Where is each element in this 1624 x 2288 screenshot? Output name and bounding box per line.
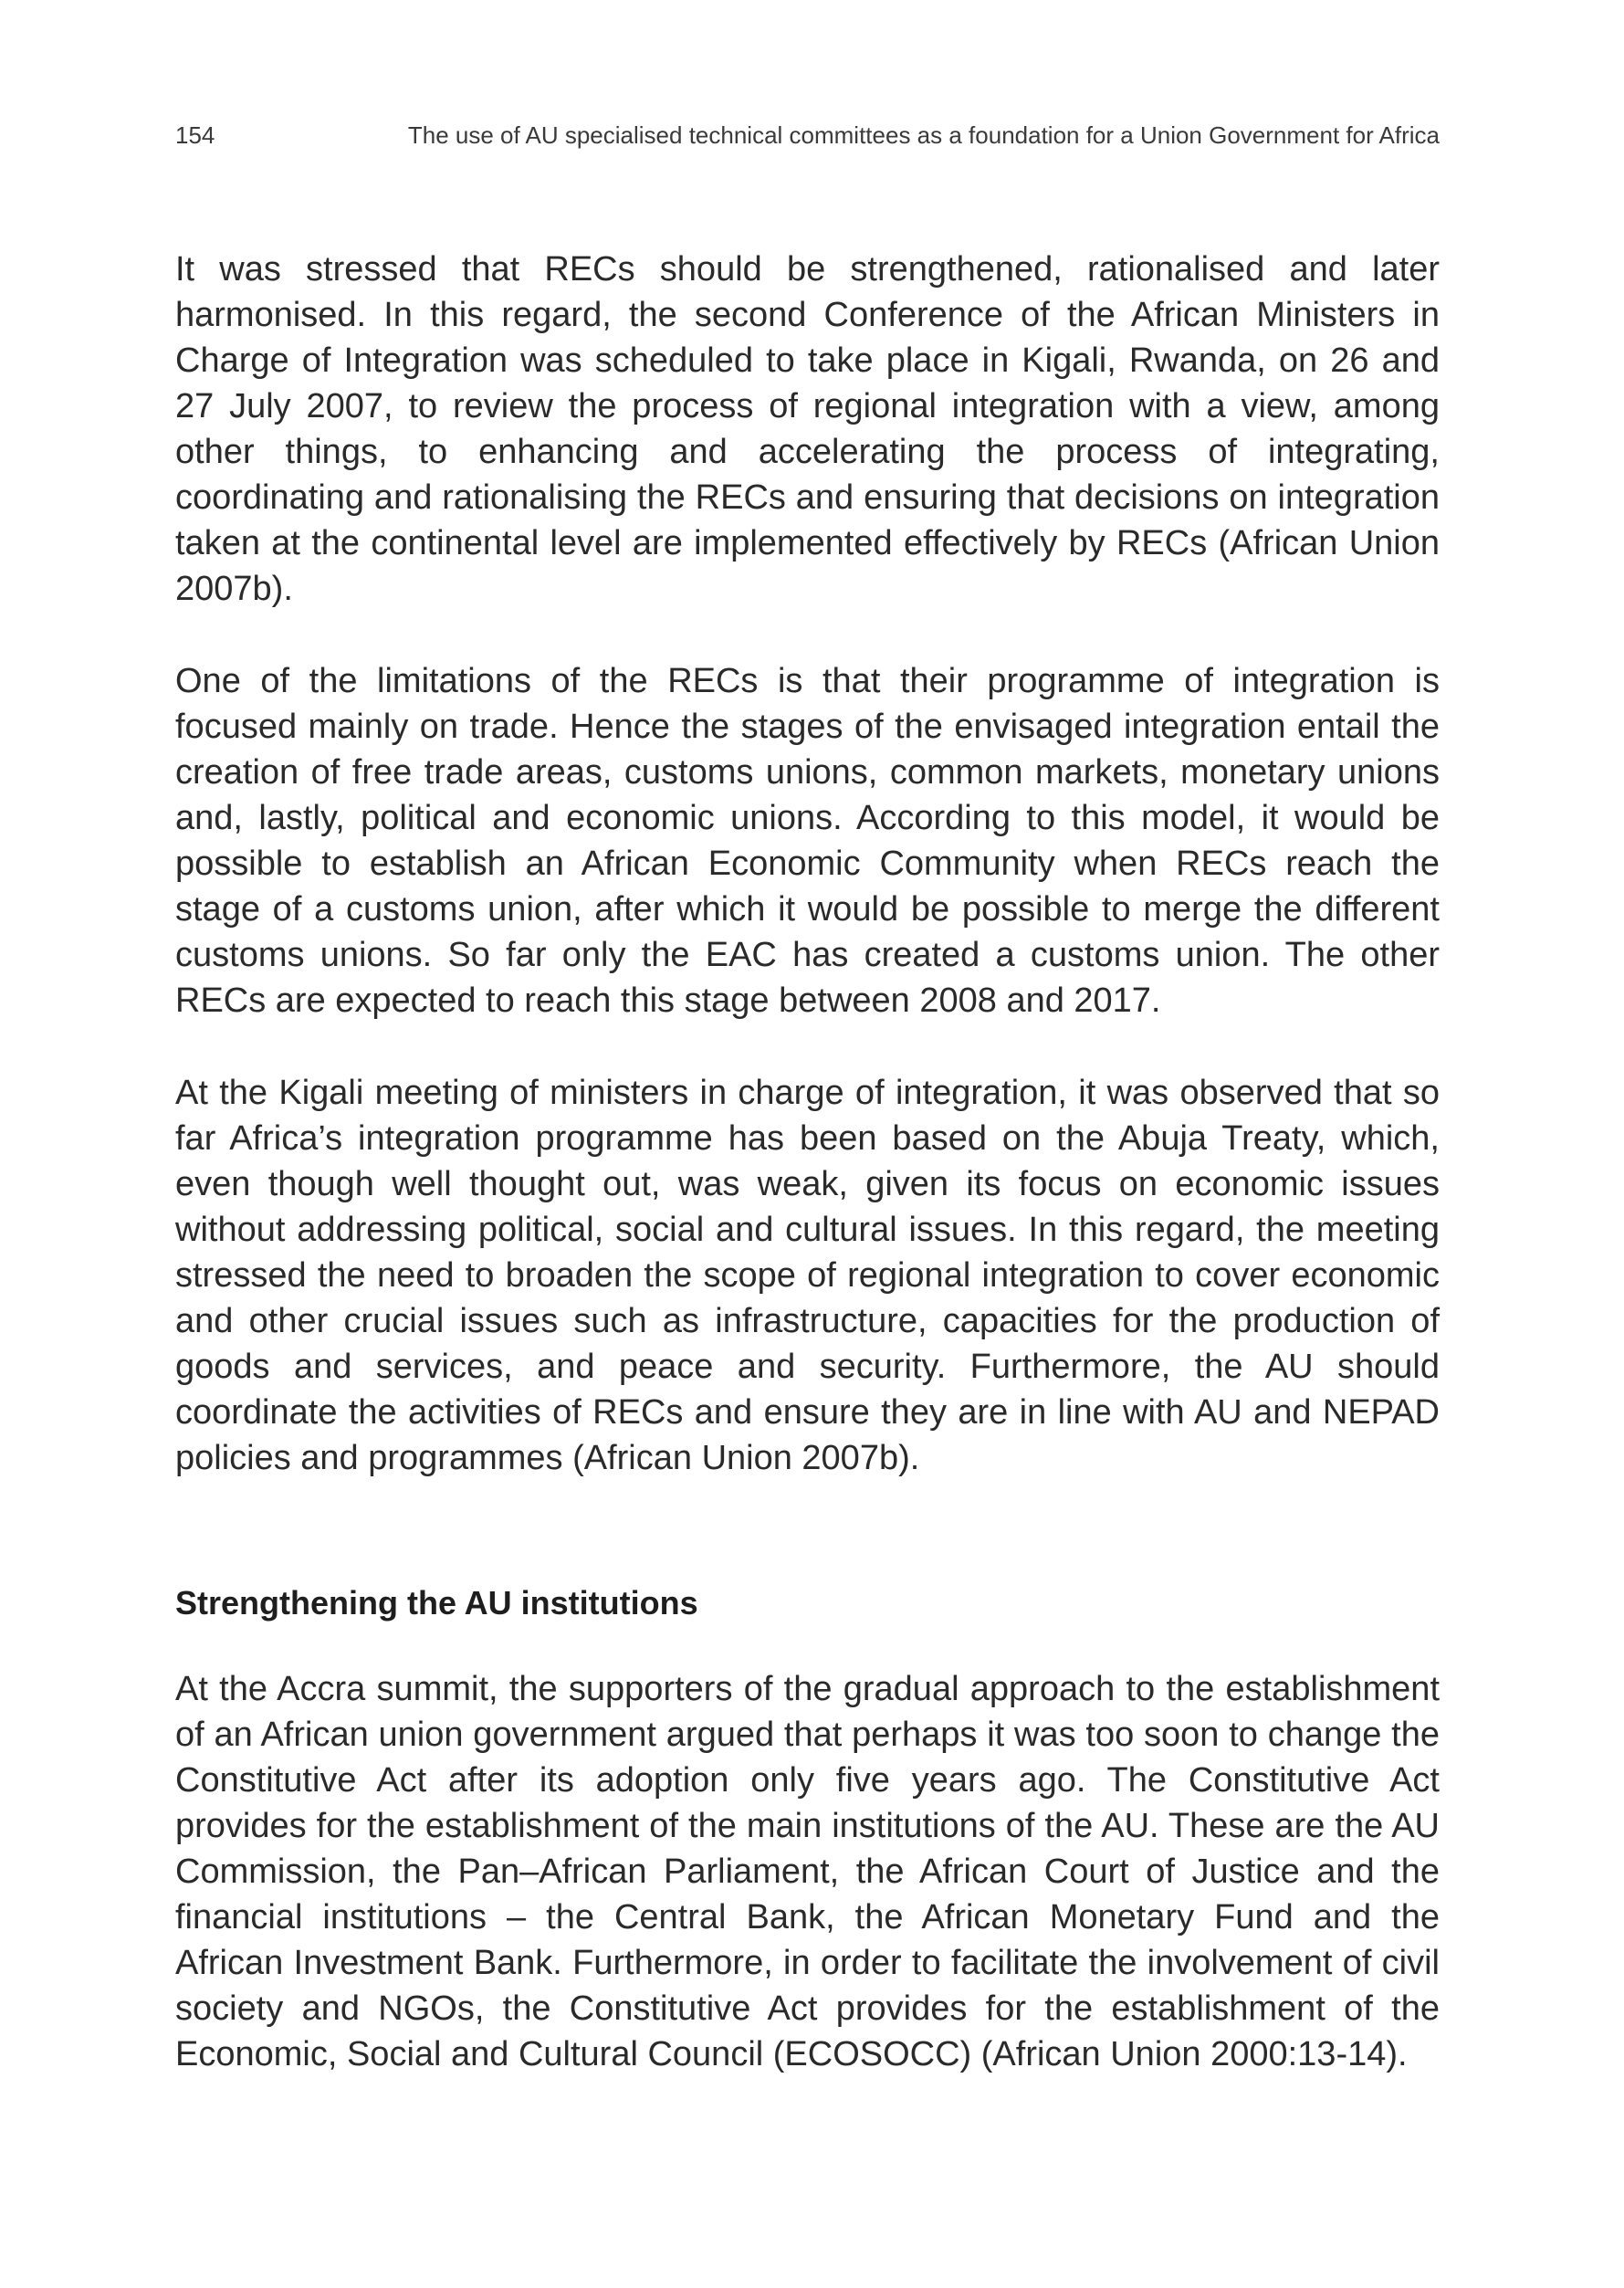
body-text [175, 247, 1440, 2077]
page-number: 154 [175, 121, 215, 149]
paragraph-3: At the Kigali meeting of ministers in charge of integration, it was observed that so far Africa’s integration programme has been based on the Abuja Treaty, which, even though well thought out, was weak, given its focus on economic issues without addressing political, social and cultural issues. In this regard, the meeting stressed the need to broaden the scope of regional integration to cover economic and other crucial issues such as infrastructure, capacities for the production of goods and services, and peace and security. Furthermore, the AU should coordinate the activities of RECs and ensure they are in line with AU and NEPAD policies and programmes (African Union 2007b). [175, 1074, 1440, 1477]
running-header [175, 121, 1440, 158]
paragraph-2: One of the limitations of the RECs is that their programme of integration is focused mainly on trade. Hence the stages of the envisaged integration entail the creation of free trade areas, customs unions, common markets, monetary unions and, lastly, political and economic unions. According to this model, it would be possible to establish an African Economic Community when RECs reach the stage of a customs union, after which it would be possible to merge the different customs unions. So far only the EAC has created a customs union. The other RECs are expected to reach this stage between 2008 and 2017. [175, 662, 1440, 1020]
paragraph-1: It was stressed that RECs should be strengthened, rationalised and later harmonised. In this regard, the second Conference of the African Ministers in Charge of Integration was scheduled to take place in Kigali, Rwanda, on 26 and 27 July 2007, to review the process of regional integration with a view, among other things, to enhancing and accelerating the process of integrating, coordinating and rationalising the RECs and ensuring that decisions on integration taken at the continental level are implemented effectively by RECs (African Union 2007b). [175, 250, 1440, 608]
section-paragraph: At the Accra summit, the supporters of the gradual approach to the establishment of an African union government argued that perhaps it was too soon to change the Constitutive Act after its adoption only five years ago. The Constitutive Act provides for the establishment of the main institutions of the AU. These are the AU Commission, the Pan–African Parliament, the African Court of Justice and the financial institutions – the Central Bank, the African Monetary Fund and the African Investment Bank. Furthermore, in order to facilitate the involvement of civil society and NGOs, the Constitutive Act provides for the establishment of the Economic, Social and Cultural Council (ECOSOCC) (African Union 2000:13-14). [175, 1670, 1440, 2073]
section-heading: Strengthening the AU institutions [175, 1584, 698, 1622]
running-title: The use of AU specialised technical committees as a foundation for a Union Government for Africa [407, 121, 1440, 149]
